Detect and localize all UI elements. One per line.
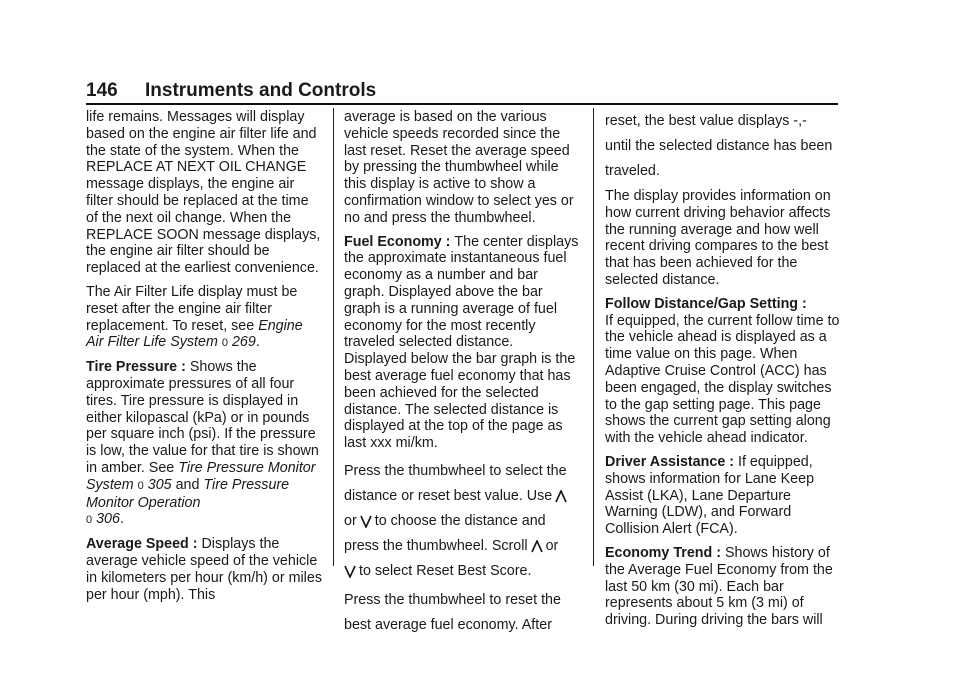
page-arrow-icon: 0 xyxy=(86,514,93,527)
paragraph: The display provides information on how current driving behavior affects the running average and how well recent driving compares to the best that has been achieved for the selected distance. xyxy=(605,188,831,288)
paragraph xyxy=(605,296,841,447)
column-2 xyxy=(344,109,580,642)
paragraph: average is based on the various vehicle speeds recorded since the last reset. Reset the average speed by pressing the thumbwheel while this display is active to show a confirmation window to select yes or no and press the thumbwheel. xyxy=(344,109,574,226)
up-chevron-icon xyxy=(555,490,567,503)
section-title: Instruments and Controls xyxy=(145,80,377,101)
term-label: Driver Assistance : xyxy=(605,453,738,470)
text: The Air Filter Life display must be reset after the engine air filter replacement. To reset, see xyxy=(86,283,298,334)
text: to choose the distance and press the thumbwheel. Scroll xyxy=(344,512,546,554)
paragraph xyxy=(86,284,322,352)
up-chevron-icon xyxy=(531,540,543,553)
page-arrow-icon: 0 xyxy=(221,337,228,350)
text: Displays the average vehicle speed of the vehicle in kilometers per hour (km/h) or miles per hour (mph). This xyxy=(86,536,322,603)
text: Shows the approximate pressures of all four tires. Tire pressure is displayed in either kilopascal (kPa) or in pounds per square inch (psi). If the pressure is low, the value for that tire is shown in amber. See xyxy=(86,359,319,476)
down-chevron-icon xyxy=(360,515,372,528)
text: If equipped, shows information for Lane Keep Assist (LKA), Lane Departure Warning (LDW), and Forward Collision Alert (FCA). xyxy=(605,453,815,538)
paragraph: life remains. Messages will display based on the engine air filter life and the state of the system. When the REPLACE AT NEXT OIL CHANGE message displays, the engine air filter should be replaced at the time of the next oil change. When the REPLACE SOON message displays, the engine air filter should be replaced at the earliest convenience. xyxy=(86,109,321,277)
text: Press the thumbwheel to select the distance or reset best value. Use xyxy=(344,462,567,504)
header-rule xyxy=(86,103,838,105)
page-ref: 269 xyxy=(231,334,256,351)
paragraph xyxy=(86,359,322,529)
page-ref: 306 xyxy=(96,511,120,528)
term-label: Fuel Economy : xyxy=(344,233,455,250)
link-text: Tire Pressure Monitor System xyxy=(86,459,316,493)
text: reset, the best value displays -,- xyxy=(605,113,807,129)
text: The center displays the approximate instantaneous fuel economy as a number and bar graph. Displayed above the bar graph is a running average of fuel economy for the most recently traveled selected distance. Displayed below the bar graph is the best average fuel economy that has been achieved for the selected distance. The selected distance is displayed at the top of the page as last xxx mi/km. xyxy=(344,233,579,452)
page-header xyxy=(86,80,838,104)
paragraph xyxy=(605,454,841,538)
column-divider-1 xyxy=(333,108,334,566)
text: or xyxy=(344,512,357,529)
page-arrow-icon: 0 xyxy=(137,479,144,492)
term-label: Tire Pressure : xyxy=(86,359,190,376)
text: until the selected distance has been traveled. xyxy=(605,138,833,179)
link-text: Tire Pressure Monitor Operation xyxy=(86,476,290,511)
column-1 xyxy=(86,109,322,610)
text: If equipped, the current follow time to the vehicle ahead is displayed as a time value on this page. When Adaptive Cruise Control (ACC) has been engaged, the display switches to the gap setting page. This page shows the current gap setting along with the vehicle ahead indicator. xyxy=(605,312,840,447)
text: to select Reset Best Score. xyxy=(359,562,532,579)
text: . xyxy=(119,511,124,528)
page-number: 146 xyxy=(86,80,118,101)
down-chevron-icon xyxy=(344,565,356,578)
text: or xyxy=(545,537,559,554)
page-ref: 305 xyxy=(147,476,172,493)
term-label: Average Speed : xyxy=(86,536,202,553)
column-3 xyxy=(605,109,841,636)
text: Shows history of the Average Fuel Economy from the last 50 km (30 mi). Each bar represents about 5 km (3 mi) of driving. During driving the bars will xyxy=(605,544,833,629)
paragraph: Press the thumbwheel to reset the best average fuel economy. After xyxy=(344,591,561,633)
paragraph xyxy=(605,109,841,184)
link-text: Engine Air Filter Life System xyxy=(86,317,303,351)
paragraph xyxy=(86,536,322,603)
text: . xyxy=(255,334,260,351)
term-label: Follow Distance/Gap Setting : xyxy=(605,295,807,312)
column-divider-2 xyxy=(593,108,594,566)
paragraph xyxy=(605,545,841,629)
text: and xyxy=(171,476,204,493)
paragraph xyxy=(344,234,580,452)
paragraph xyxy=(344,459,580,584)
term-label: Economy Trend : xyxy=(605,544,725,561)
